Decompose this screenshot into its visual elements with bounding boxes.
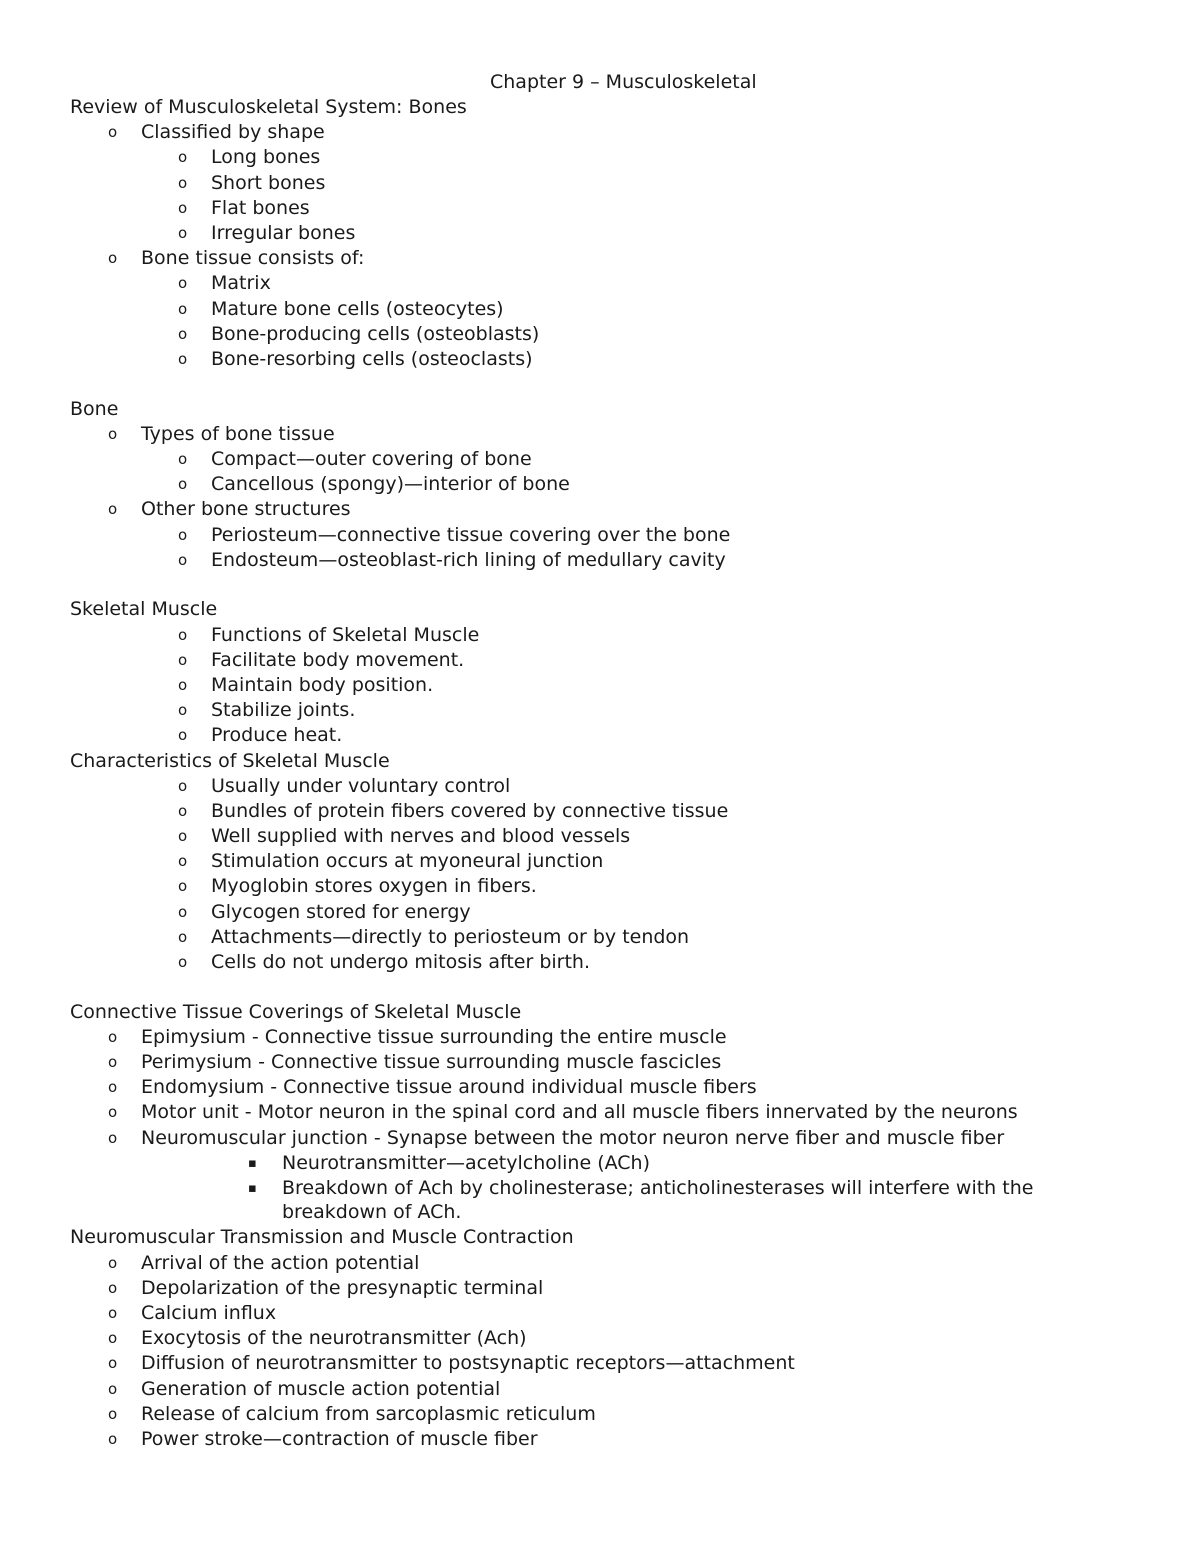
circle-bullet-icon: o (108, 1103, 118, 1122)
list-item-text: Diffusion of neurotransmitter to postsynaptic receptors—attachment (141, 1352, 795, 1375)
list-item (70, 523, 1140, 548)
list-item (70, 900, 1140, 925)
list-item-text: Mature bone cells (osteocytes) (211, 297, 504, 320)
circle-bullet-icon: o (108, 1027, 118, 1046)
section-heading: Connective Tissue Coverings of Skeletal Muscle (70, 1000, 522, 1023)
circle-bullet-icon: o (178, 625, 188, 644)
square-bullet-icon: ▪ (248, 1155, 257, 1171)
list-item (70, 673, 1140, 698)
list-item (70, 322, 1140, 347)
circle-bullet-icon: o (178, 852, 188, 871)
circle-bullet-icon: o (178, 902, 188, 921)
list-item-text: Depolarization of the presynaptic terminal (141, 1276, 544, 1299)
circle-bullet-icon: o (178, 198, 188, 217)
list-item-text: Produce heat. (211, 724, 343, 747)
circle-bullet-icon: o (178, 650, 188, 669)
circle-bullet-icon: o (108, 1303, 118, 1322)
circle-bullet-icon: o (108, 424, 118, 443)
list-item (70, 1301, 1140, 1326)
list-item-text: Generation of muscle action potential (141, 1377, 501, 1400)
circle-bullet-icon: o (108, 500, 118, 519)
section-heading: Neuromuscular Transmission and Muscle Contraction (70, 1226, 574, 1249)
list-item (70, 1402, 1140, 1427)
list-item (70, 497, 1140, 522)
circle-bullet-icon: o (108, 1253, 118, 1272)
list-item-text: Maintain body position. (211, 673, 434, 696)
circle-bullet-icon: o (178, 927, 188, 946)
list-item-text: Neuromuscular junction - Synapse between the motor neuron nerve fiber and muscle fiber (141, 1126, 1005, 1149)
list-item (70, 1025, 1140, 1050)
list-item (70, 723, 1140, 748)
list-item (70, 623, 1140, 648)
section-heading: Review of Musculoskeletal System: Bones (70, 96, 467, 118)
circle-bullet-icon: o (108, 123, 118, 142)
list-item-text: Flat bones (211, 196, 310, 219)
list-item (70, 145, 1140, 170)
list-item-text: breakdown of ACh. (282, 1201, 462, 1224)
circle-bullet-icon: o (108, 1278, 118, 1297)
list-item-text: Endomysium - Connective tissue around individual muscle fibers (141, 1076, 757, 1099)
circle-bullet-icon: o (178, 801, 188, 820)
list-item (70, 196, 1140, 221)
list-item-text: Perimysium - Connective tissue surrounding muscle fascicles (141, 1051, 722, 1074)
list-item (70, 1251, 1140, 1276)
list-item (70, 1100, 1140, 1125)
list-item (70, 774, 1140, 799)
circle-bullet-icon: o (178, 953, 188, 971)
circle-bullet-icon: o (108, 1429, 118, 1448)
list-item (70, 548, 1140, 573)
list-item (70, 347, 1140, 372)
list-item-text: Motor unit - Motor neuron in the spinal cord and all muscle fibers innervated by the neurons (141, 1101, 1018, 1124)
list-item (70, 648, 1140, 673)
circle-bullet-icon: o (178, 525, 188, 544)
list-item-text: Short bones (211, 171, 326, 194)
circle-bullet-icon: o (178, 148, 188, 167)
list-item-text: Compact—outer covering of bone (211, 447, 532, 470)
list-item (70, 1176, 1140, 1200)
list-item-text: Release of calcium from sarcoplasmic reticulum (141, 1402, 596, 1425)
circle-bullet-icon: o (178, 324, 188, 343)
list-item-text: Attachments—directly to periosteum or by tendon (211, 925, 690, 948)
square-bullet-icon: ▪ (248, 1181, 257, 1196)
circle-bullet-icon: o (178, 726, 188, 745)
list-item-text: Bone tissue consists of: (141, 247, 365, 270)
list-item (70, 447, 1140, 472)
circle-bullet-icon: o (178, 776, 188, 795)
list-item (70, 246, 1140, 271)
list-item (70, 271, 1140, 296)
section-heading: Skeletal Muscle (70, 598, 218, 621)
list-item-text: Other bone structures (141, 498, 351, 521)
list-item (70, 221, 1140, 246)
list-item (70, 1427, 1140, 1452)
list-item (70, 698, 1140, 723)
list-item-text: Breakdown of Ach by cholinesterase; anticholinesterases will interfere with the (282, 1177, 1034, 1199)
list-item-text: Bone-producing cells (osteoblasts) (211, 322, 540, 345)
list-item (70, 472, 1140, 497)
list-item (70, 925, 1140, 950)
circle-bullet-icon: o (108, 1078, 118, 1097)
circle-bullet-icon: o (178, 701, 188, 720)
list-item-text: Arrival of the action potential (141, 1251, 420, 1274)
list-item-text: Stimulation occurs at myoneural junction (211, 850, 604, 873)
list-item-text: Glycogen stored for energy (211, 900, 471, 923)
list-item-text: Classified by shape (141, 121, 325, 144)
list-item (70, 1276, 1140, 1301)
list-item-text: Well supplied with nerves and blood vessels (211, 825, 631, 848)
list-item (70, 422, 1140, 447)
list-item (70, 1050, 1140, 1075)
circle-bullet-icon: o (178, 877, 188, 896)
circle-bullet-icon: o (108, 1128, 118, 1147)
circle-bullet-icon: o (178, 475, 188, 494)
list-item-text: Calcium influx (141, 1301, 277, 1324)
circle-bullet-icon: o (178, 550, 188, 569)
list-item (70, 1351, 1140, 1376)
section-heading: Characteristics of Skeletal Muscle (70, 749, 390, 772)
list-item-continuation (70, 1200, 1140, 1225)
circle-bullet-icon: o (178, 349, 188, 368)
list-item-text: Neurotransmitter—acetylcholine (ACh) (282, 1151, 650, 1174)
list-item (70, 1326, 1140, 1351)
list-item (70, 874, 1140, 899)
list-item-text: Bundles of protein fibers covered by connective tissue (211, 799, 729, 822)
circle-bullet-icon: o (178, 449, 188, 468)
circle-bullet-icon: o (178, 173, 188, 192)
list-item-text: Usually under voluntary control (211, 774, 511, 797)
list-item (70, 1126, 1140, 1151)
circle-bullet-icon: o (108, 1404, 118, 1423)
section-heading: Bone (70, 397, 119, 420)
list-item-text: Long bones (211, 146, 321, 169)
list-item (70, 1075, 1140, 1100)
list-item-text: Cancellous (spongy)—interior of bone (211, 473, 570, 496)
list-item-text: Bone-resorbing cells (osteoclasts) (211, 347, 533, 370)
list-item-text: Power stroke—contraction of muscle fiber (141, 1427, 538, 1450)
list-item-text: Cells do not undergo mitosis after birth. (211, 951, 591, 973)
circle-bullet-icon: o (178, 675, 188, 694)
list-item (70, 297, 1140, 322)
list-item (70, 849, 1140, 874)
list-item-text: Myoglobin stores oxygen in fibers. (211, 875, 537, 898)
list-item (70, 799, 1140, 824)
list-item-text: Functions of Skeletal Muscle (211, 623, 480, 646)
blank-line (70, 372, 1140, 397)
page-title: Chapter 9 – Musculoskeletal (490, 71, 757, 93)
circle-bullet-icon: o (178, 299, 188, 318)
blank-line (70, 975, 1140, 1000)
list-item (70, 950, 1140, 975)
circle-bullet-icon: o (108, 1329, 118, 1348)
circle-bullet-icon: o (108, 249, 118, 268)
list-item-text: Endosteum—osteoblast-rich lining of medullary cavity (211, 548, 726, 571)
list-item-text: Matrix (211, 272, 271, 295)
list-item (70, 1377, 1140, 1402)
blank-line (70, 573, 1140, 598)
circle-bullet-icon: o (108, 1379, 118, 1398)
list-item-text: Epimysium - Connective tissue surrounding the entire muscle (141, 1025, 727, 1048)
circle-bullet-icon: o (108, 1053, 118, 1072)
list-item-text: Periosteum—connective tissue covering over the bone (211, 523, 731, 546)
list-item-text: Facilitate body movement. (211, 648, 465, 671)
list-item-text: Types of bone tissue (141, 422, 335, 445)
list-item-text: Exocytosis of the neurotransmitter (Ach) (141, 1327, 527, 1350)
circle-bullet-icon: o (178, 827, 188, 846)
list-item (70, 120, 1140, 145)
document-body (70, 95, 1140, 1452)
circle-bullet-icon: o (178, 274, 188, 293)
list-item (70, 1151, 1140, 1176)
list-item-text: Stabilize joints. (211, 699, 356, 722)
circle-bullet-icon: o (178, 223, 188, 242)
list-item-text: Irregular bones (211, 221, 356, 244)
circle-bullet-icon: o (108, 1354, 118, 1373)
list-item (70, 171, 1140, 196)
list-item (70, 824, 1140, 849)
